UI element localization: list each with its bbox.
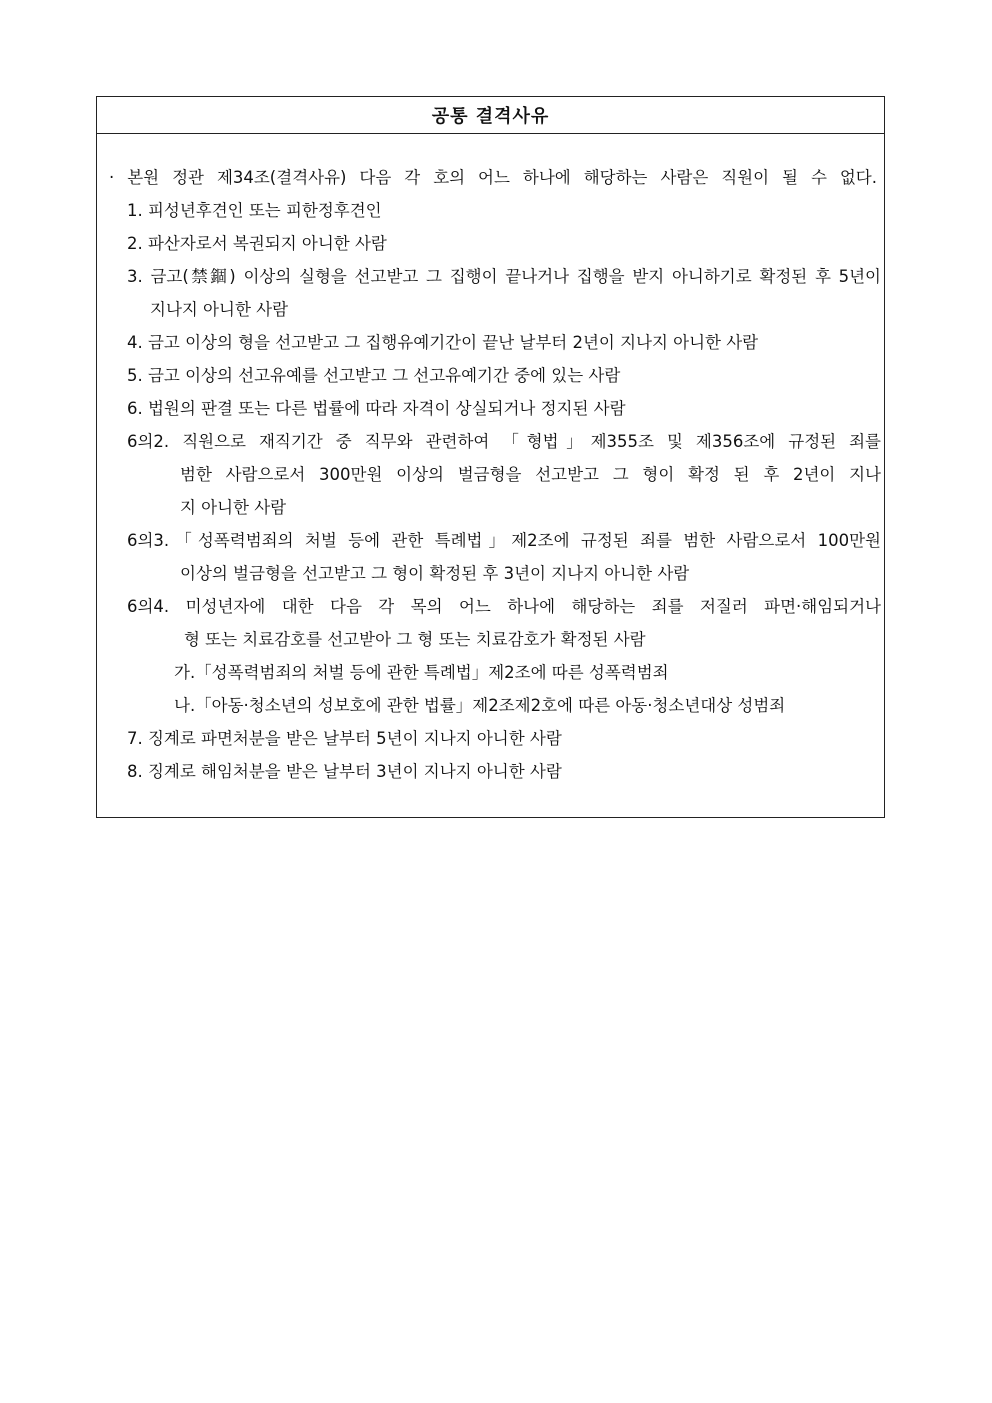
item-6-4-line-1: 6의4. 미성년자에 대한 다음 각 목의 어느 하나에 해당하는 죄를 저질러 파면·해임되거나	[127, 597, 881, 616]
item-7: 7. 징계로 파면처분을 받은 날부터 5년이 지나지 아니한 사람	[127, 729, 562, 748]
item-8: 8. 징계로 해임처분을 받은 날부터 3년이 지나지 아니한 사람	[127, 762, 562, 781]
item-4: 4. 금고 이상의 형을 선고받고 그 집행유예기간이 끝난 날부터 2년이 지나지 아니한 사람	[127, 333, 759, 352]
item-3-line-2: 지나지 아니한 사람	[150, 300, 289, 319]
item-6-4-sub-na: 나.「아동·청소년의 성보호에 관한 법률」제2조제2호에 따른 아동·청소년대상 성범죄	[174, 696, 786, 715]
item-1: 1. 피성년후견인 또는 피한정후견인	[127, 201, 382, 220]
item-6: 6. 법원의 판결 또는 다른 법률에 따라 자격이 상실되거나 정지된 사람	[127, 399, 626, 418]
box-content	[97, 134, 884, 817]
item-6-2-line-3: 지 아니한 사람	[180, 498, 287, 517]
item-5: 5. 금고 이상의 선고유예를 선고받고 그 선고유예기간 중에 있는 사람	[127, 366, 621, 385]
item-6-2-line-1: 6의2. 직원으로 재직기간 중 직무와 관련하여 「형법」제355조 및 제356조에 규정된 죄를	[127, 432, 881, 451]
item-6-4-line-2: 형 또는 치료감호를 선고받아 그 형 또는 치료감호가 확정된 사람	[184, 630, 646, 649]
disqualification-box	[96, 96, 885, 818]
item-6-2-line-2: 범한 사람으로서 300만원 이상의 벌금형을 선고받고 그 형이 확정 된 후 2년이 지나	[180, 465, 881, 484]
box-title: 공통 결격사유	[97, 97, 884, 134]
item-2: 2. 파산자로서 복권되지 아니한 사람	[127, 234, 387, 253]
item-6-4-sub-ga: 가.「성폭력범죄의 처벌 등에 관한 특례법」제2조에 따른 성폭력범죄	[174, 663, 669, 682]
item-3-line-1: 3. 금고(禁錮) 이상의 실형을 선고받고 그 집행이 끝나거나 집행을 받지 아니하기로 확정된 후 5년이	[127, 267, 881, 286]
item-6-3-line-1: 6의3.「성폭력범죄의 처벌 등에 관한 특례법」제2조에 규정된 죄를 범한 사람으로서 100만원	[127, 531, 881, 550]
item-6-3-line-2: 이상의 벌금형을 선고받고 그 형이 확정된 후 3년이 지나지 아니한 사람	[180, 564, 690, 583]
intro-text: · 본원 정관 제34조(결격사유) 다음 각 호의 어느 하나에 해당하는 사람은 직원이 될 수 없다.	[109, 168, 877, 187]
